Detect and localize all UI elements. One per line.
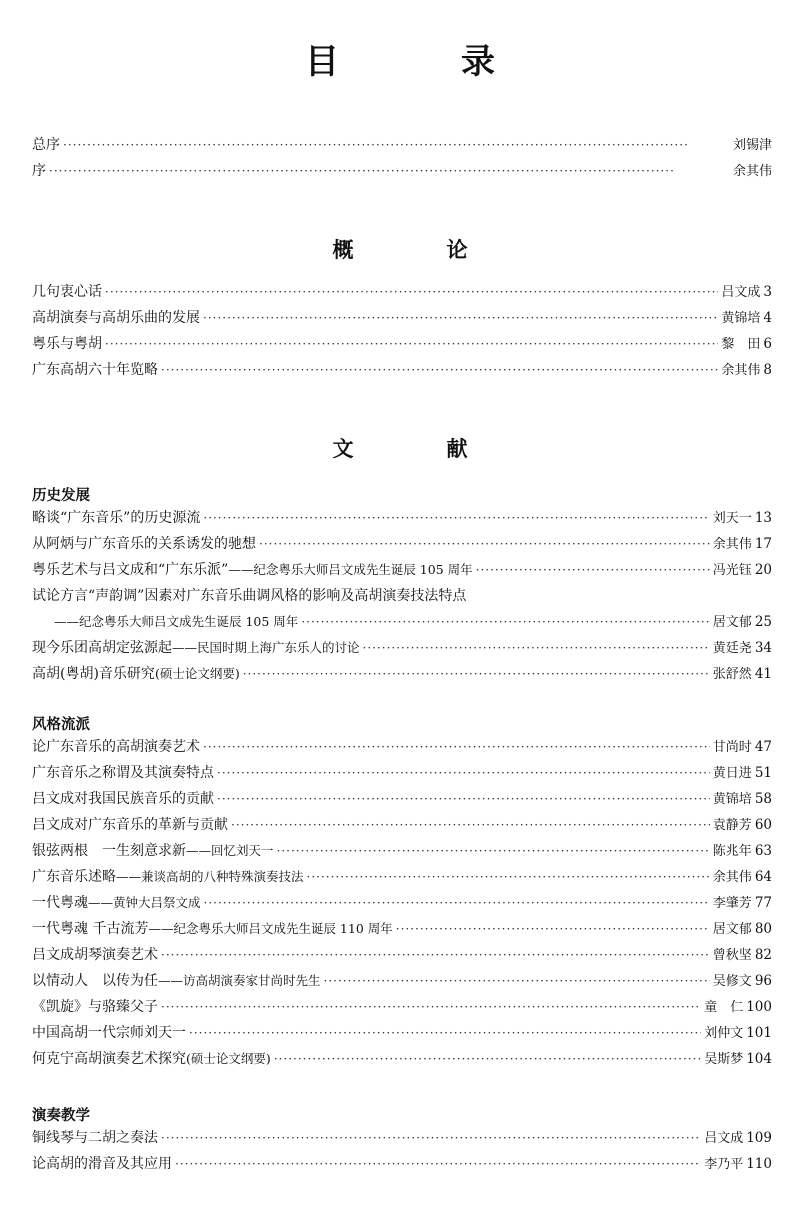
entry-title: 试论方言“声韵调”因素对广东音乐曲调风格的影响及高胡演奏技法特点: [32, 588, 467, 604]
entry-author: 黄锦培: [721, 311, 761, 326]
entry-title: 中国高胡一代宗师刘天一: [32, 1025, 186, 1041]
entry-title: 粤乐艺术与吕文成和“广东乐派”: [32, 562, 229, 578]
entry-author: 黄廷尧: [712, 641, 752, 656]
entry-page: 13: [754, 510, 772, 526]
entry-page: 34: [754, 640, 772, 656]
toc-entry[interactable]: [32, 134, 772, 156]
entry-title: 略谈“广东音乐”的历史源流: [32, 510, 201, 526]
toc-entry[interactable]: [32, 507, 772, 529]
entry-page: 3: [763, 284, 772, 300]
leader-dots: [161, 359, 718, 381]
leader-dots: [259, 533, 710, 555]
toc-entry[interactable]: [32, 307, 772, 329]
leader-dots: [105, 333, 718, 355]
category-heading: 演奏教学: [32, 1108, 90, 1124]
toc-entry[interactable]: [32, 637, 772, 659]
entry-author: 刘天一: [712, 511, 752, 526]
category-heading: 风格流派: [32, 717, 90, 733]
entry-author: 李肇芳: [712, 896, 752, 911]
leader-dots: [307, 866, 710, 888]
entry-title: 吕文成胡琴演奏艺术: [32, 947, 158, 963]
toc-entry[interactable]: [32, 1153, 772, 1175]
entry-page: 110: [746, 1156, 772, 1172]
leader-dots: [204, 892, 710, 914]
toc-entry[interactable]: [32, 944, 772, 966]
entry-title: 铜线琴与二胡之奏法: [32, 1130, 158, 1146]
entry-author: 黄日进: [712, 766, 752, 781]
entry-author: 吴修文: [712, 974, 752, 989]
toc-entry[interactable]: [32, 1127, 772, 1149]
entry-title: 吕文成对我国民族音乐的贡献: [32, 791, 214, 807]
leader-dots: [301, 611, 709, 633]
entry-author: 余其伟: [712, 870, 752, 885]
toc-entry[interactable]: [32, 1022, 772, 1044]
entry-title: 广东音乐述略: [32, 869, 116, 885]
entry-title: 一代粤魂: [32, 895, 88, 911]
entry-author: 黎 田: [721, 337, 761, 352]
entry-author: 曾秋坚: [712, 948, 752, 963]
entry-page: 64: [754, 869, 772, 885]
entry-author: 刘仲文: [704, 1026, 744, 1041]
leader-dots: [63, 134, 730, 156]
entry-author: 陈兆年: [712, 844, 752, 859]
toc-entry[interactable]: [32, 333, 772, 355]
entry-page: 20: [754, 562, 772, 578]
section-title-gailun: 概 论: [332, 237, 504, 262]
entry-author: 余其伟: [732, 164, 772, 179]
entry-page: 109: [746, 1130, 772, 1146]
entry-page: 4: [763, 310, 772, 326]
entry-page: 60: [754, 817, 772, 833]
entry-author: 李乃平: [704, 1157, 744, 1172]
entry-author: 余其伟: [721, 363, 761, 378]
toc-entry[interactable]: [32, 533, 772, 555]
entry-author: 甘尚时: [712, 740, 752, 755]
entry-title: 从阿炳与广东音乐的关系诱发的驰想: [32, 536, 256, 552]
leader-dots: [324, 970, 710, 992]
entry-page: 63: [754, 843, 772, 859]
entry-title: 何克宁高胡演奏艺术探究: [32, 1051, 186, 1067]
toc-entry[interactable]: [32, 359, 772, 381]
entry-subtitle: ——纪念粤乐大师吕文成先生诞辰 105 周年: [54, 614, 299, 629]
entry-subtitle: ——回忆刘天一: [186, 843, 274, 858]
toc-entry[interactable]: [32, 892, 772, 914]
leader-dots: [243, 663, 710, 685]
toc-entry[interactable]: [32, 663, 772, 685]
toc-entry[interactable]: [32, 762, 772, 784]
entry-title: 以情动人 以传为任: [32, 973, 158, 989]
leader-dots: [363, 637, 710, 659]
leader-dots: [203, 736, 710, 758]
entry-page: 77: [754, 895, 772, 911]
page-title: 目 录: [305, 42, 539, 82]
entry-page: 51: [754, 765, 772, 781]
entry-page: 96: [754, 973, 772, 989]
entry-title: 银弦两根 一生刻意求新: [32, 843, 186, 859]
entry-page: 58: [754, 791, 772, 807]
leader-dots: [476, 559, 710, 581]
entry-page: 17: [754, 536, 772, 552]
entry-subtitle: ——访高胡演奏家甘尚时先生: [158, 973, 321, 988]
toc-entry[interactable]: [32, 996, 772, 1018]
entry-author: 居文郁: [712, 922, 752, 937]
entry-title: 高胡演奏与高胡乐曲的发展: [32, 310, 200, 326]
entry-subtitle: ——民国时期上海广东乐人的讨论: [172, 640, 360, 655]
leader-dots: [175, 1153, 701, 1175]
toc-entry[interactable]: [32, 866, 772, 888]
leader-dots: [203, 507, 709, 529]
entry-subtitle: ——纪念粤乐大师吕文成先生诞辰 105 周年: [228, 562, 473, 577]
entry-page: 41: [754, 666, 772, 682]
toc-entry[interactable]: [32, 736, 772, 758]
leader-dots: [217, 762, 710, 784]
leader-dots: [217, 788, 710, 810]
entry-page: 25: [754, 614, 772, 630]
leader-dots: [161, 1127, 701, 1149]
leader-dots: [277, 840, 710, 862]
entry-title: 吕文成对广东音乐的革新与贡献: [32, 817, 228, 833]
leader-dots: [396, 918, 710, 940]
entry-author: 余其伟: [712, 537, 752, 552]
entry-author: 吕文成: [704, 1131, 744, 1146]
entry-title: 广东高胡六十年览略: [32, 362, 158, 378]
leader-dots: [49, 160, 730, 182]
toc-entry[interactable]: [32, 918, 772, 940]
entry-author: 童 仁: [704, 1000, 744, 1015]
leader-dots: [203, 307, 718, 329]
entry-author: 居文郁: [712, 615, 752, 630]
entry-page: 6: [763, 336, 772, 352]
entry-page: 100: [746, 999, 772, 1015]
entry-subtitle: ——黄钟大吕祭文成: [88, 895, 201, 910]
entry-title: 几句衷心话: [32, 284, 102, 300]
entry-author: 刘锡津: [732, 138, 772, 153]
entry-author: 冯光钰: [712, 563, 752, 578]
entry-subtitle: ——兼谈高胡的八种特殊演奏技法: [116, 869, 304, 884]
leader-dots: [189, 1022, 701, 1044]
toc-entry-continuation[interactable]: [32, 611, 772, 633]
toc-entry[interactable]: [32, 585, 772, 607]
entry-page: 47: [754, 739, 772, 755]
entry-title: 广东音乐之称谓及其演奏特点: [32, 765, 214, 781]
entry-subtitle: ——纪念粤乐大师吕文成先生诞辰 110 周年: [148, 921, 393, 936]
entry-author: 黄锦培: [712, 792, 752, 807]
entry-author: 吕文成: [721, 285, 761, 300]
toc-entry[interactable]: [32, 840, 772, 862]
entry-title: 粤乐与粤胡: [32, 336, 102, 352]
toc-entry[interactable]: [32, 559, 772, 581]
entry-author: 吴斯梦: [704, 1052, 744, 1067]
leader-dots: [231, 814, 710, 836]
leader-dots: [161, 996, 701, 1018]
toc-entry[interactable]: [32, 1048, 772, 1070]
leader-dots: [274, 1048, 701, 1070]
entry-subtitle: (硕士论文纲要): [154, 666, 240, 681]
section-title-wenxian: 文 献: [332, 436, 504, 461]
toc-entry[interactable]: [32, 814, 772, 836]
entry-title: 论广东音乐的高胡演奏艺术: [32, 739, 200, 755]
entry-page: 80: [754, 921, 772, 937]
entry-title: 高胡(粤胡)音乐研究: [32, 666, 155, 682]
entry-title: 《凯旋》与骆臻父子: [32, 999, 158, 1015]
toc-entry[interactable]: [32, 788, 772, 810]
entry-page: 101: [746, 1025, 772, 1041]
entry-page: 104: [746, 1051, 772, 1067]
category-heading: 历史发展: [32, 488, 90, 504]
entry-author: 袁静芳: [712, 818, 752, 833]
entry-page: 8: [763, 362, 772, 378]
toc-entry[interactable]: [32, 160, 772, 182]
leader-dots: [105, 281, 718, 303]
entry-title: 总序: [32, 137, 60, 153]
toc-entry[interactable]: [32, 970, 772, 992]
toc-entry[interactable]: [32, 281, 772, 303]
entry-title: 论高胡的滑音及其应用: [32, 1156, 172, 1172]
entry-subtitle: (硕士论文纲要): [186, 1051, 271, 1066]
entry-author: 张舒然: [712, 667, 752, 682]
entry-title: 序: [32, 163, 46, 179]
entry-page: 82: [754, 947, 772, 963]
entry-title: 现今乐团高胡定弦源起: [32, 640, 172, 656]
entry-title: 一代粤魂 千古流芳: [32, 921, 149, 937]
leader-dots: [161, 944, 710, 966]
